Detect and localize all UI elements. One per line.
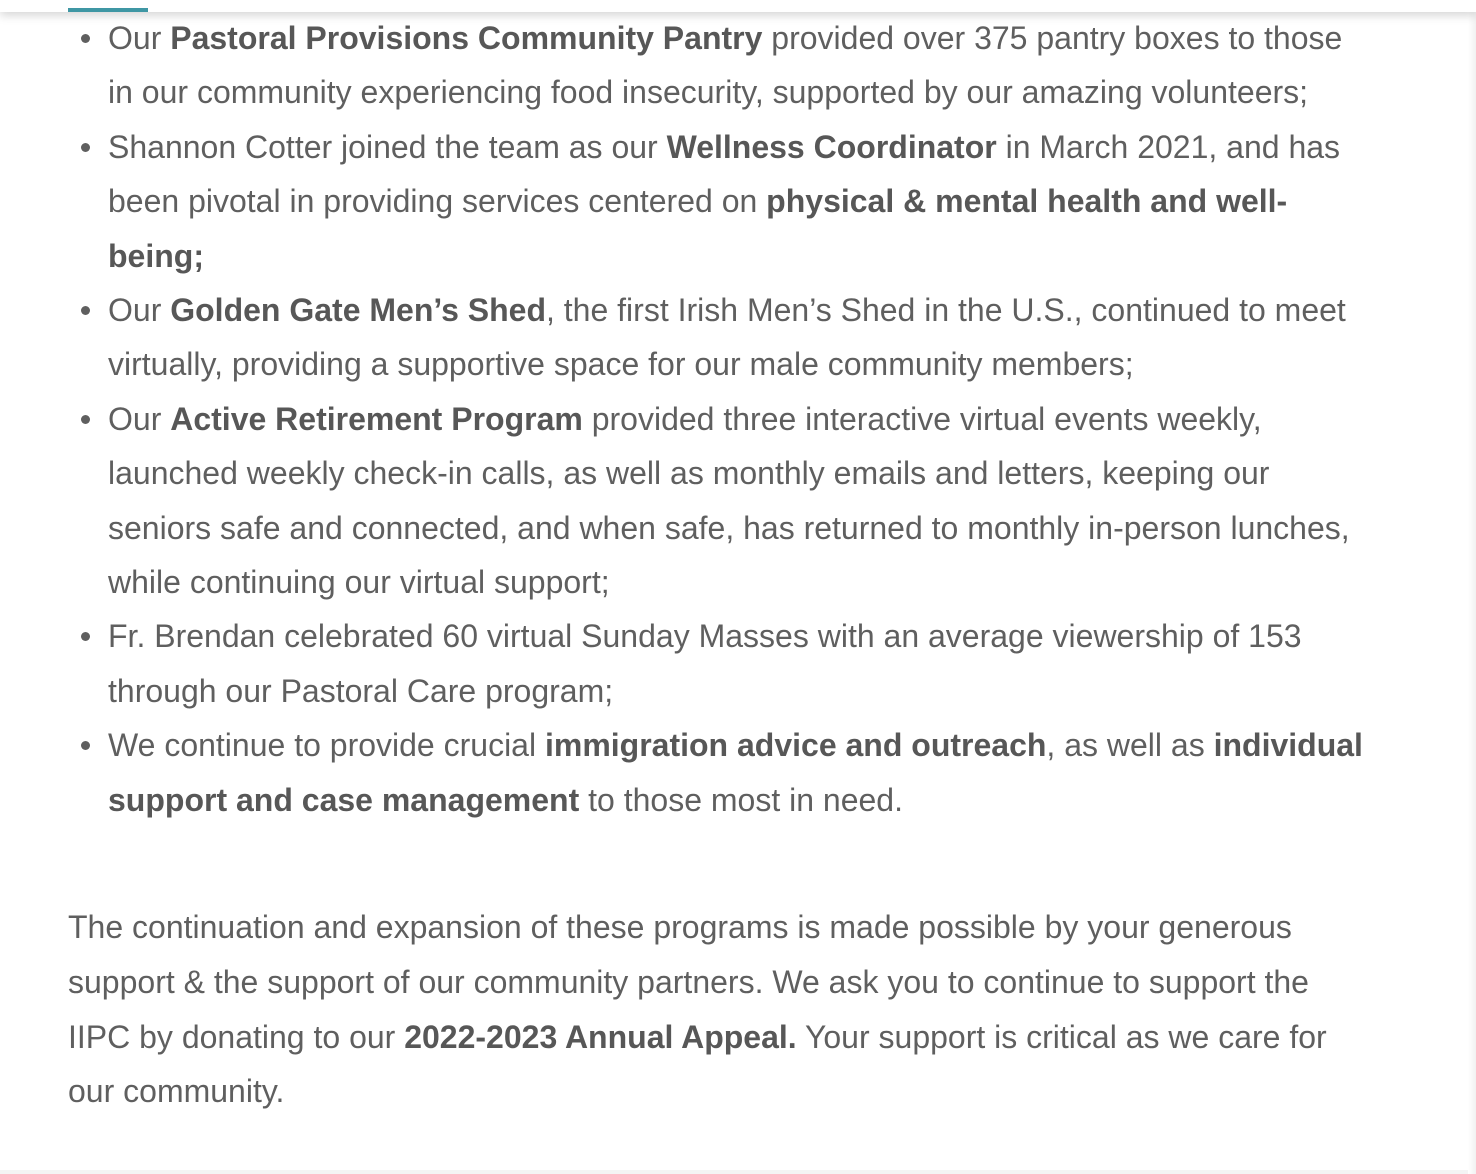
item-text: provided over 375 pantry boxes to those in our community experiencing food insecurity, supported by our amazing volunteers; xyxy=(108,20,1343,111)
item-text: , as well as xyxy=(1046,727,1214,764)
program-item-immigration xyxy=(68,718,1368,827)
article-body xyxy=(68,11,1368,1119)
program-item-active-retirement xyxy=(68,392,1368,610)
program-item-masses xyxy=(68,609,1368,718)
item-text: , the first Irish Men’s Shed in the U.S., continued to meet virtually, providing a supportive space for our male community members; xyxy=(108,292,1346,383)
item-text: We continue to provide crucial xyxy=(108,727,545,764)
item-bold: Active Retirement Program xyxy=(170,400,583,437)
item-text: Shannon Cotter joined the team as our xyxy=(108,128,667,165)
bottom-edge xyxy=(0,1170,1476,1174)
annual-appeal-text: 2022-2023 Annual Appeal. xyxy=(404,1018,797,1055)
closing-text: Your support is critical as we care for our community. xyxy=(68,1018,1327,1110)
item-bold: Pastoral Provisions Community Pantry xyxy=(170,20,763,56)
closing-text: The continuation and expansion of these programs is made possible by your generous support & the support of our community partners. We ask you to continue to support the IIPC by donating to our xyxy=(68,909,1309,1055)
closing-paragraph xyxy=(68,900,1368,1119)
program-item-wellness xyxy=(68,120,1368,283)
item-text: Our xyxy=(108,292,171,329)
program-list xyxy=(68,11,1368,827)
item-text: provided three interactive virtual events weekly, launched weekly check-in calls, as well as monthly emails and letters, keeping our seniors safe and connected, and when safe, has returned to monthly in-person lunches, while continuing our virtual support; xyxy=(108,400,1350,601)
scroll-gutter xyxy=(1468,0,1476,1174)
item-text: Fr. Brendan celebrated 60 virtual Sunday Masses with an average viewership of 153 through our Pastoral Care program; xyxy=(108,618,1302,709)
program-item-mens-shed xyxy=(68,283,1368,392)
item-text: Our xyxy=(108,20,171,56)
header-accent-line xyxy=(68,8,148,12)
item-bold: Wellness Coordinator xyxy=(666,128,997,165)
item-bold: individual support and case management xyxy=(108,727,1363,818)
item-text: in March 2021, and has been pivotal in providing services centered on xyxy=(108,128,1341,220)
item-text: Our xyxy=(108,400,171,437)
top-header-bar xyxy=(0,0,1476,12)
program-item-pantry xyxy=(68,11,1368,120)
item-bold: physical & mental health and well-being; xyxy=(108,183,1288,274)
item-bold: immigration advice and outreach xyxy=(544,727,1047,764)
item-bold: Golden Gate Men’s Shed xyxy=(170,292,546,329)
item-text: to those most in need. xyxy=(579,781,903,818)
